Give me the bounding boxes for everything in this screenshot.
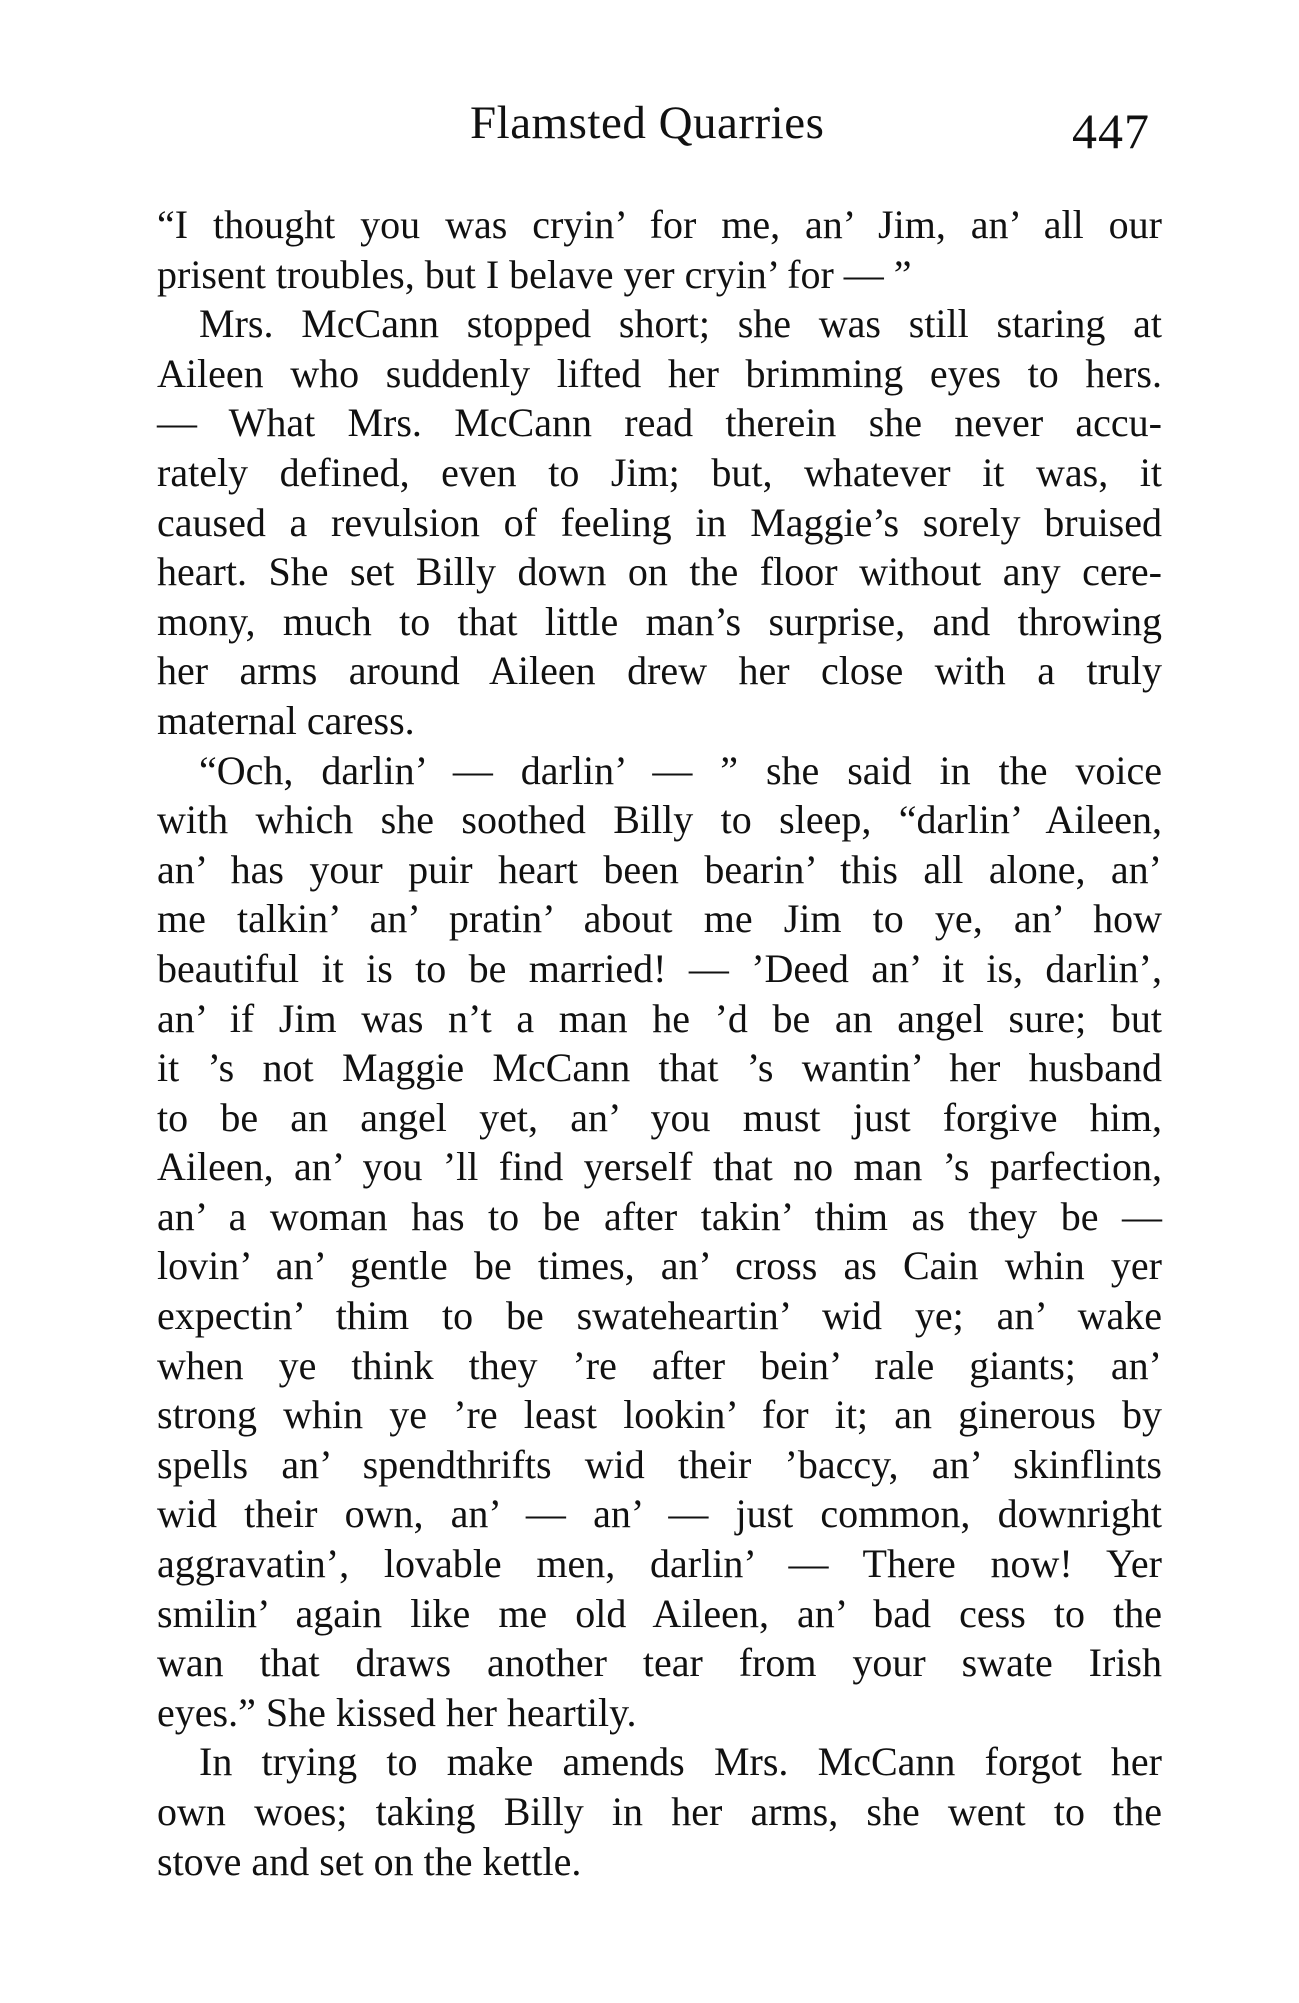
text-line: her arms around Aileen drew her close with a truly (157, 648, 1162, 694)
text-line: when ye think they ’re after bein’ rale giants; an’ (157, 1342, 1162, 1388)
text-line: strong whin ye ’re least lookin’ for it; an ginerous by (157, 1392, 1162, 1438)
text-line: to be an angel yet, an’ you must just forgive him, (157, 1094, 1162, 1140)
text-line: “I thought you was cryin’ for me, an’ Jim, an’ all our (157, 202, 1162, 247)
text-body (157, 200, 1162, 1886)
text-line: an’ if Jim was n’t a man he ’d be an angel sure; but (157, 995, 1162, 1041)
text-line: me talkin’ an’ pratin’ about me Jim to ye, an’ how (157, 896, 1162, 942)
page-header (0, 96, 1299, 166)
text-line: smilin’ again like me old Aileen, an’ bad cess to the (157, 1590, 1162, 1636)
text-line: an’ a woman has to be after takin’ thim as they be — (157, 1193, 1162, 1239)
text-line: wan that draws another tear from your swate Irish (157, 1640, 1162, 1686)
text-line: prisent troubles, but I belave yer cryin’ for — ” (157, 251, 912, 297)
text-line: an’ has your puir heart been bearin’ this all alone, an’ (157, 846, 1162, 892)
text-line: maternal caress. (157, 697, 415, 743)
text-line: own woes; taking Billy in her arms, she went to the (157, 1789, 1162, 1834)
text-line: caused a revulsion of feeling in Maggie’s sorely bruised (157, 499, 1162, 545)
text-line: wid their own, an’ — an’ — just common, downright (157, 1491, 1162, 1537)
text-line: — What Mrs. McCann read therein she never accu- (157, 400, 1162, 446)
text-line: aggravatin’, lovable men, darlin’ — There now! Yer (157, 1541, 1162, 1587)
text-line: stove and set on the kettle. (157, 1838, 582, 1884)
text-line: expectin’ thim to be swateheartin’ wid ye; an’ wake (157, 1293, 1162, 1339)
page-number: 447 (1072, 103, 1150, 159)
text-line: lovin’ an’ gentle be times, an’ cross as Cain whin yer (157, 1243, 1162, 1289)
running-title: Flamsted Quarries (470, 97, 825, 149)
text-line: “Och, darlin’ — darlin’ — ” she said in the voice (199, 747, 1162, 793)
text-line: Mrs. McCann stopped short; she was still staring at (199, 301, 1162, 347)
text-line: mony, much to that little man’s surprise, and throwing (157, 598, 1162, 644)
text-line: heart. She set Billy down on the floor without any cere- (157, 549, 1162, 595)
text-line: rately defined, even to Jim; but, whatever it was, it (157, 449, 1162, 495)
text-line: with which she soothed Billy to sleep, “darlin’ Aileen, (157, 797, 1162, 843)
text-line: In trying to make amends Mrs. McCann forgot her (199, 1739, 1162, 1785)
text-line: beautiful it is to be married! — ’Deed an’ it is, darlin’, (157, 945, 1162, 991)
text-line: Aileen who suddenly lifted her brimming eyes to hers. (157, 350, 1162, 396)
text-line: it ’s not Maggie McCann that ’s wantin’ her husband (157, 1045, 1162, 1091)
text-line: spells an’ spendthrifts wid their ’baccy, an’ skinflints (157, 1441, 1162, 1487)
text-line: eyes.” She kissed her heartily. (157, 1689, 637, 1735)
text-line: Aileen, an’ you ’ll find yerself that no man ’s parfection, (157, 1144, 1162, 1190)
